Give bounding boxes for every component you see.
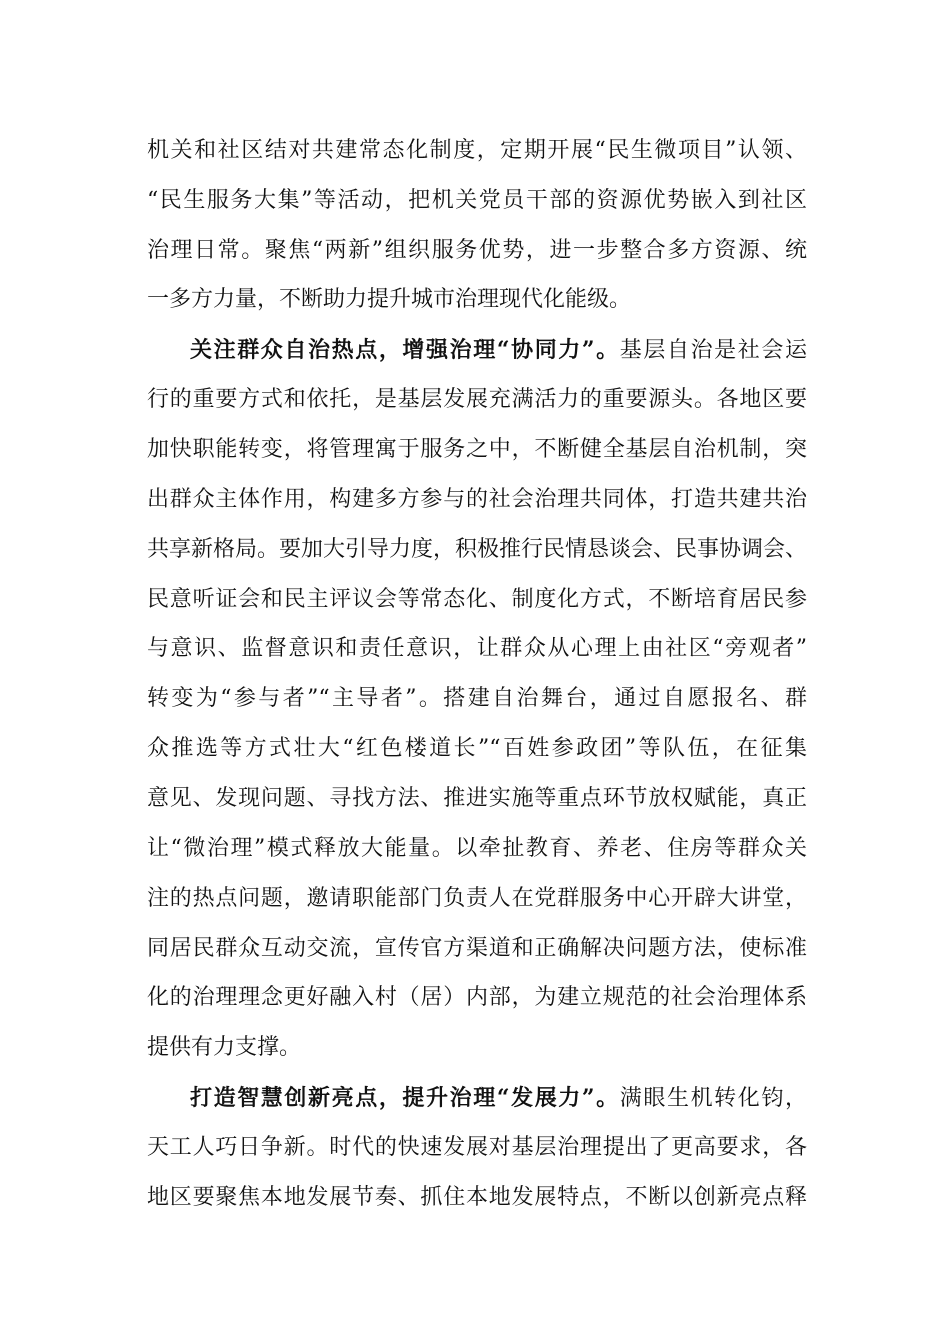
- paragraph-2-heading: 关注群众自治热点，增强治理“协同力”。: [190, 337, 620, 363]
- paragraph-3-heading: 打造智慧创新亮点，提升治理“发展力”。: [190, 1085, 620, 1111]
- paragraph-1-line-4: 一多方力量，不断助力提升城市治理现代化能级。: [147, 287, 632, 312]
- paragraph-2-first-line-rest: 基层自治是社会运: [619, 338, 807, 363]
- paragraph-2-line-2: 行的重要方式和依托，是基层发展充满活力的重要源头。各地区要: [147, 387, 807, 412]
- paragraph-2-line-5: 共享新格局。要加大引导力度，积极推行民情恳谈会、民事协调会、: [147, 537, 807, 562]
- paragraph-2-line-9: 众推选等方式壮大“红色楼道长”“百姓参政团”等队伍，在征集: [147, 736, 807, 761]
- paragraph-2-line-3: 加快职能转变，将管理寓于服务之中，不断健全基层自治机制，突: [147, 437, 807, 462]
- paragraph-3-first-line-rest: 满眼生机转化钧，: [619, 1086, 807, 1111]
- paragraph-2-line-6: 民意听证会和民主评议会等常态化、制度化方式，不断培育居民参: [147, 587, 807, 612]
- paragraph-1-line-2: “民生服务大集”等活动，把机关党员干部的资源优势嵌入到社区: [147, 188, 807, 213]
- paragraph-3-line-2: 天工人巧日争新。时代的快速发展对基层治理提出了更高要求，各: [147, 1135, 807, 1160]
- paragraph-2-line-10: 意见、发现问题、寻找方法、推进实施等重点环节放权赋能，真正: [147, 786, 807, 811]
- paragraph-2-line-12: 注的热点问题，邀请职能部门负责人在党群服务中心开辟大讲堂，: [147, 886, 807, 911]
- paragraph-2-line-7: 与意识、监督意识和责任意识，让群众从心理上由社区“旁观者”: [147, 636, 807, 661]
- paragraph-2-line-1: [190, 330, 807, 370]
- paragraph-1-line-1: 机关和社区结对共建常态化制度，定期开展“民生微项目”认领、: [147, 138, 807, 163]
- paragraph-2-line-15: 提供有力支撑。: [147, 1035, 302, 1060]
- paragraph-2-line-4: 出群众主体作用，构建多方参与的社会治理共同体，打造共建共治: [147, 487, 807, 512]
- paragraph-1-line-3: 治理日常。聚焦“两新”组织服务优势，进一步整合多方资源、统: [147, 238, 807, 263]
- paragraph-2-line-14: 化的治理理念更好融入村（居）内部，为建立规范的社会治理体系: [147, 985, 807, 1010]
- paragraph-2-line-13: 同居民群众互动交流，宣传官方渠道和正确解决问题方法，使标准: [147, 936, 807, 961]
- paragraph-3-line-1: [190, 1078, 807, 1118]
- paragraph-2-line-8: 转变为“参与者”“主导者”。搭建自治舞台，通过自愿报名、群: [147, 686, 807, 711]
- paragraph-2-line-11: 让“微治理”模式释放大能量。以牵扯教育、养老、住房等群众关: [147, 836, 807, 861]
- paragraph-3-line-3: 地区要聚焦本地发展节奏、抓住本地发展特点，不断以创新亮点释: [147, 1185, 807, 1210]
